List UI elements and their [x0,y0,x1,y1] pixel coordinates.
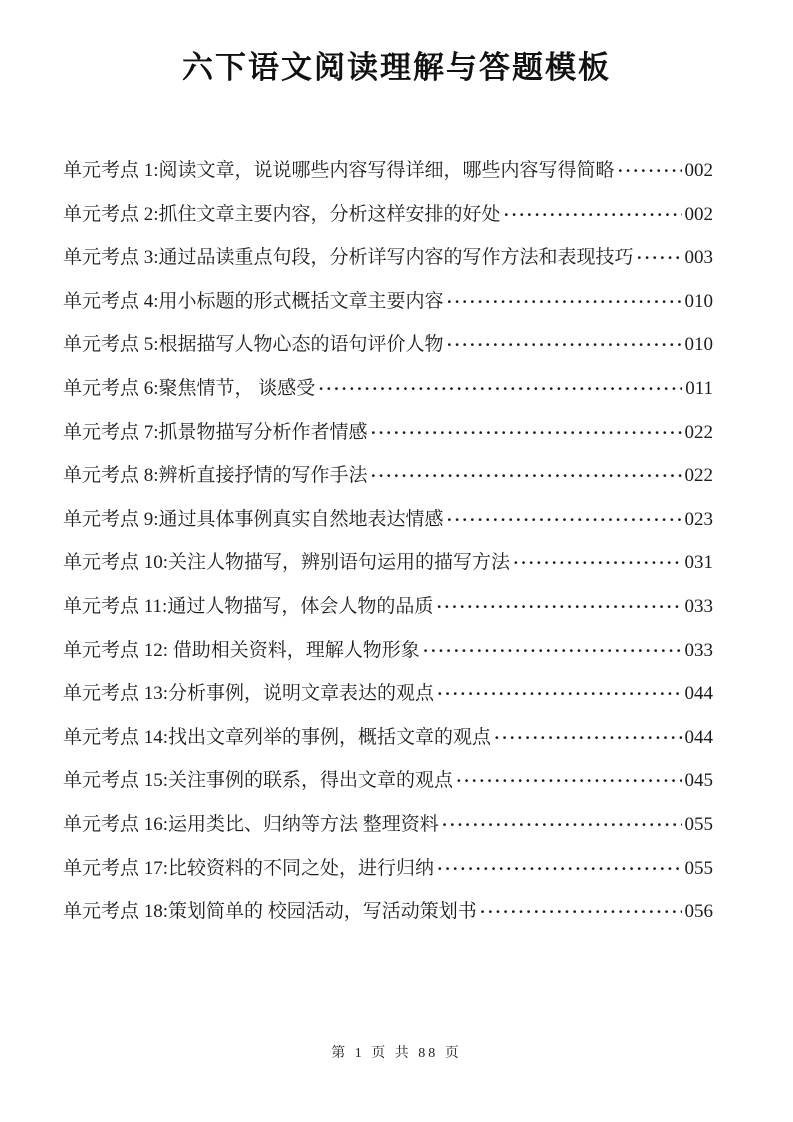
toc-entry [63,193,713,237]
toc-entry [63,629,713,673]
toc-entry [63,367,713,411]
toc-entry-page: 044 [684,683,713,705]
toc-entry-label: 单元考点 3:通过品读重点句段，分析详写内容的写作方法和表现技巧 [63,247,634,269]
toc-entry [63,585,713,629]
toc-entry-page: 055 [684,813,713,835]
toc-dot-leader [504,193,682,237]
toc-entry [63,411,713,455]
toc-entry [63,716,713,760]
toc-dot-leader [637,236,682,280]
page-footer: 第 1 页 共 88 页 [331,1046,462,1061]
toc-entry-label: 单元考点 13:分析事例，说明文章表达的观点 [63,683,435,705]
toc-entry-page: 033 [684,595,713,617]
toc-entry [63,672,713,716]
toc-entry-label: 单元考点 7:抓景物描写分析作者情感 [63,421,368,443]
toc-entry-label: 单元考点 12: 借助相关资料，理解人物形象 [63,639,420,661]
toc-entry-label: 单元考点 1:阅读文章，说说哪些内容写得详细，哪些内容写得简略 [63,160,615,181]
toc-entry-label: 单元考点 9:通过具体事例真实自然地表达情感 [63,508,444,530]
page-title: 六下语文阅读理解与答题模板 [182,50,611,85]
toc-entry [63,454,713,498]
toc-dot-leader [447,323,682,367]
toc-entry-page: 033 [684,639,713,661]
toc-entry-label: 单元考点 16:运用类比、归纳等方法 整理资料 [63,813,439,835]
table-of-contents [63,149,713,934]
toc-entry-page: 011 [685,377,713,399]
toc-entry [63,280,713,324]
toc-entry-page: 044 [684,726,713,748]
toc-entry-label: 单元考点 17:比较资料的不同之处，进行归纳 [63,857,435,879]
toc-entry [63,236,713,280]
toc-dot-leader [513,541,681,585]
toc-dot-leader [456,759,681,803]
toc-entry-page: 022 [684,465,713,487]
toc-entry-label: 单元考点 11:通过人物描写，体会人物的品质 [63,595,434,617]
toc-entry-label: 单元考点 4:用小标题的形式概括文章主要内容 [63,290,444,312]
toc-dot-leader [494,716,681,760]
toc-entry-label: 单元考点 10:关注人物描写，辨别语句运用的描写方法 [63,552,511,574]
toc-dot-leader [447,280,682,324]
toc-dot-leader [371,454,682,498]
toc-entry [63,323,713,367]
toc-dot-leader [423,629,682,673]
toc-dot-leader [480,890,682,934]
toc-entry-label: 单元考点 6:聚焦情节， 谈感受 [63,377,316,399]
toc-entry [63,803,713,847]
toc-entry-page: 056 [684,901,713,923]
toc-entry [63,890,713,934]
toc-entry-page: 045 [684,770,713,792]
toc-entry [63,847,713,891]
toc-dot-leader [436,585,681,629]
toc-entry [63,149,713,193]
toc-dot-leader [442,803,682,847]
toc-dot-leader [371,411,682,455]
toc-entry-page: 022 [684,421,713,443]
toc-entry-page: 023 [684,508,713,530]
toc-dot-leader [618,149,682,193]
toc-entry [63,498,713,542]
toc-entry-label: 单元考点 8:辨析直接抒情的写作手法 [63,465,368,487]
toc-entry-page: 002 [684,160,713,181]
toc-entry-page: 002 [684,203,713,225]
toc-entry-label: 单元考点 14:找出文章列举的事例，概括文章的观点 [63,726,492,748]
toc-entry-page: 010 [684,290,713,312]
toc-entry-page: 010 [684,334,713,356]
toc-entry-label: 单元考点 2:抓住文章主要内容，分析这样安排的好处 [63,203,501,225]
toc-entry-label: 单元考点 5:根据描写人物心态的语句评价人物 [63,334,444,356]
toc-dot-leader [437,847,681,891]
toc-entry-page: 055 [684,857,713,879]
toc-entry [63,759,713,803]
toc-entry-page: 031 [684,552,713,574]
toc-entry-label: 单元考点 15:关注事例的联系，得出文章的观点 [63,770,454,792]
toc-entry-label: 单元考点 18:策划简单的 校园活动，写活动策划书 [63,901,477,923]
toc-dot-leader [437,672,681,716]
toc-dot-leader [318,367,682,411]
toc-entry-page: 003 [684,247,713,269]
toc-entry [63,541,713,585]
toc-dot-leader [447,498,682,542]
